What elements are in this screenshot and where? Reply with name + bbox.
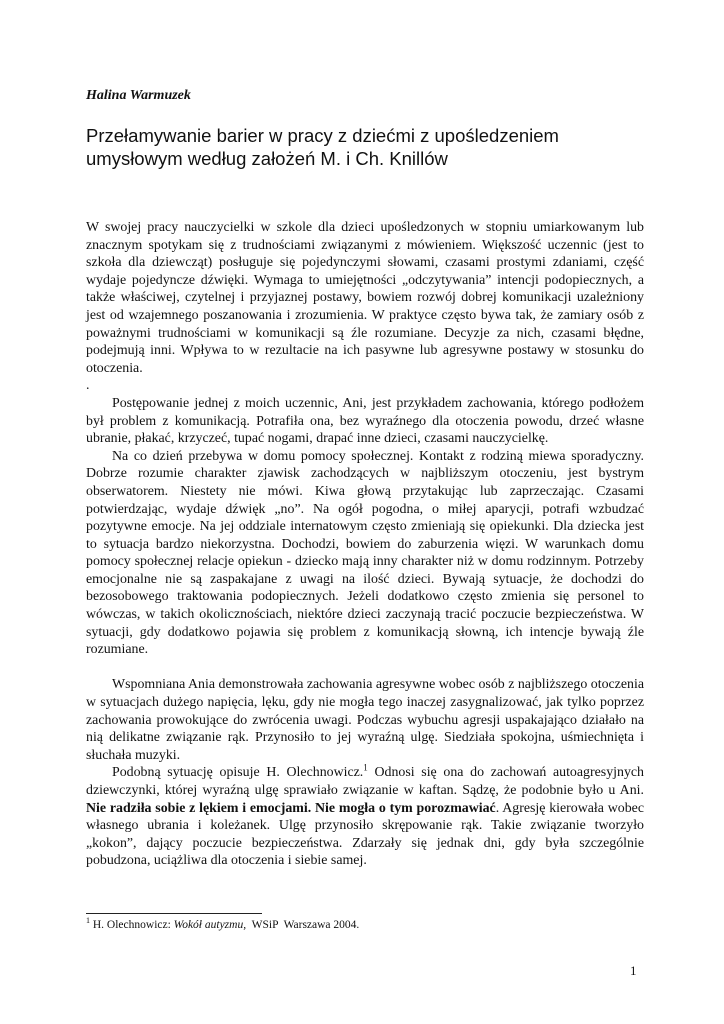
article-body bbox=[86, 219, 644, 870]
paragraph-5-bold: Nie radziła sobie z lękiem i emocjami. Nie mogła o tym porozmawiać bbox=[86, 800, 496, 816]
paragraph-1: W swojej pracy nauczycielki w szkole dla dzieci upośledzonych w stopniu umiarkowanym lub znacznym spotykam się z trudnościami związanymi z mówieniem. Większość uczennic (jest to szkoła dla dziewcząt) posługuje się pojedynczymi słowami, czasami prostymi zdaniami, część wydaje pojedyncze dźwięki. Wymaga to umiejętności „odczytywania” intencji podopiecznych, a także właściwej, czytelnej i przyjaznej postawy, bowiem rozwój dobrej komunikacji uzależniony jest od wzajemnego poszanowania i zrozumienia. W praktyce często bywa tak, że zamiary osób z poważnymi trudnościami w komunikacji są źle rozumiane. Decyzje za nich, czasami błędne, podejmują inni. Wpływa to w rezultacie na ich pasywne lub agresywne postawy w stosunku do otoczenia. bbox=[86, 220, 644, 376]
paragraph-5-part-a: Podobną sytuację opisuje H. Olechnowicz. bbox=[112, 765, 364, 781]
footnote bbox=[86, 916, 360, 931]
paragraph-3: Na co dzień przebywa w domu pomocy społecznej. Kontakt z rodziną miewa sporadyczny. Dobrze rozumie charakter zjawisk zachodzących w najbliższym otoczeniu, jest bystrym obserwatorem. Niestety nie mówi. Kiwa głową przytakując lub zaprzeczając. Czasami potwierdzając, wydaje dźwięk „no”. Na ogół pogodna, o miłej aparycji, potrafi wzbudzać pozytywne emocje. Na jej oddziale internatowym często zmieniają się opiekunki. Dla dziecka jest to sytuacja bardzo niekorzystna. Dochodzi, bowiem do zaburzenia więzi. W warunkach domu pomocy społecznej relacje opiekun - dziecko mają inny charakter niż w domu rodzinnym. Potrzeby emocjonalne nie są zaspakajane z uwagi na ilość dzieci. Bywają sytuacje, że dochodzi do bezosobowego traktowania podopiecznych. Jeżeli dodatkowo często zmienia się personel to wówczas, w takich okolicznościach, niektóre dzieci zaczynają tracić poczucie bezpieczeństwa. W sytuacji, gdy dodatkowo pojawia się problem z komunikacją słowną, ich intencje bywają źle rozumiane. bbox=[86, 448, 644, 658]
footnote-reference[interactable]: 1 bbox=[363, 762, 368, 773]
footnote-book-title: Wokół autyzmu, bbox=[173, 919, 247, 931]
paragraph-1-dot: . bbox=[86, 378, 90, 394]
paragraph-5-part-b: Odnosi się ona do zachowań autoagresyjnych dziewczynki, której wyraźną ulgę sprawiało związanie w kaftan. Sądzę, że podobnie było u Ani. bbox=[86, 765, 644, 798]
paragraph-gap bbox=[86, 659, 644, 677]
footnote-author: H. Olechnowicz: bbox=[90, 919, 174, 931]
paragraph-4: Wspomniana Ania demonstrowała zachowania agresywne wobec osób z najbliższego otoczenia w sytuacjach dużego napięcia, lęku, gdy nie mogła tego inaczej zasygnalizować, jak tylko poprzez zachowania prowokujące do zwrócenia uwagi. Podczas wybuchu agresji uspakajająco działało na nią delikatne związanie rąk. Przynosiło to jej wyraźną ulgę. Siedziała spokojna, uśmiechnięta i słuchała muzyki. bbox=[86, 677, 644, 763]
page-number: 1 bbox=[630, 963, 637, 978]
paragraph-2: Postępowanie jednej z moich uczennic, Ani, jest przykładem zachowania, którego podłożem był problem z komunikacją. Potrafiła ona, bez wyraźnego dla otoczenia powodu, drzeć własne ubranie, płakać, krzyczeć, tupać nogami, drapać inne dzieci, czasami nauczycielkę. bbox=[86, 395, 644, 447]
article-title: Przełamywanie barier w pracy z dziećmi z upośledzeniem umysłowym według założeń M. i Ch. Knillów bbox=[86, 125, 559, 169]
footnote-publisher: WSiP Warszawa 2004. bbox=[246, 919, 360, 931]
paragraph-5-part-c: . Agresję kierowała wobec własnego ubrania i koleżanek. Ulgę przynosiło skrępowanie rąk. Takie związanie tworzyło „kokon”, dający poczucie bezpieczeństwa. Zdarzały się jednak dni, gdy była szczególnie pobudzona, uciążliwa dla otoczenia i siebie samej. bbox=[86, 800, 644, 869]
author-name: Halina Warmuzek bbox=[86, 88, 191, 103]
footnote-divider bbox=[86, 913, 262, 914]
paragraph-5 bbox=[86, 764, 644, 870]
footnote-number: 1 bbox=[86, 916, 90, 926]
